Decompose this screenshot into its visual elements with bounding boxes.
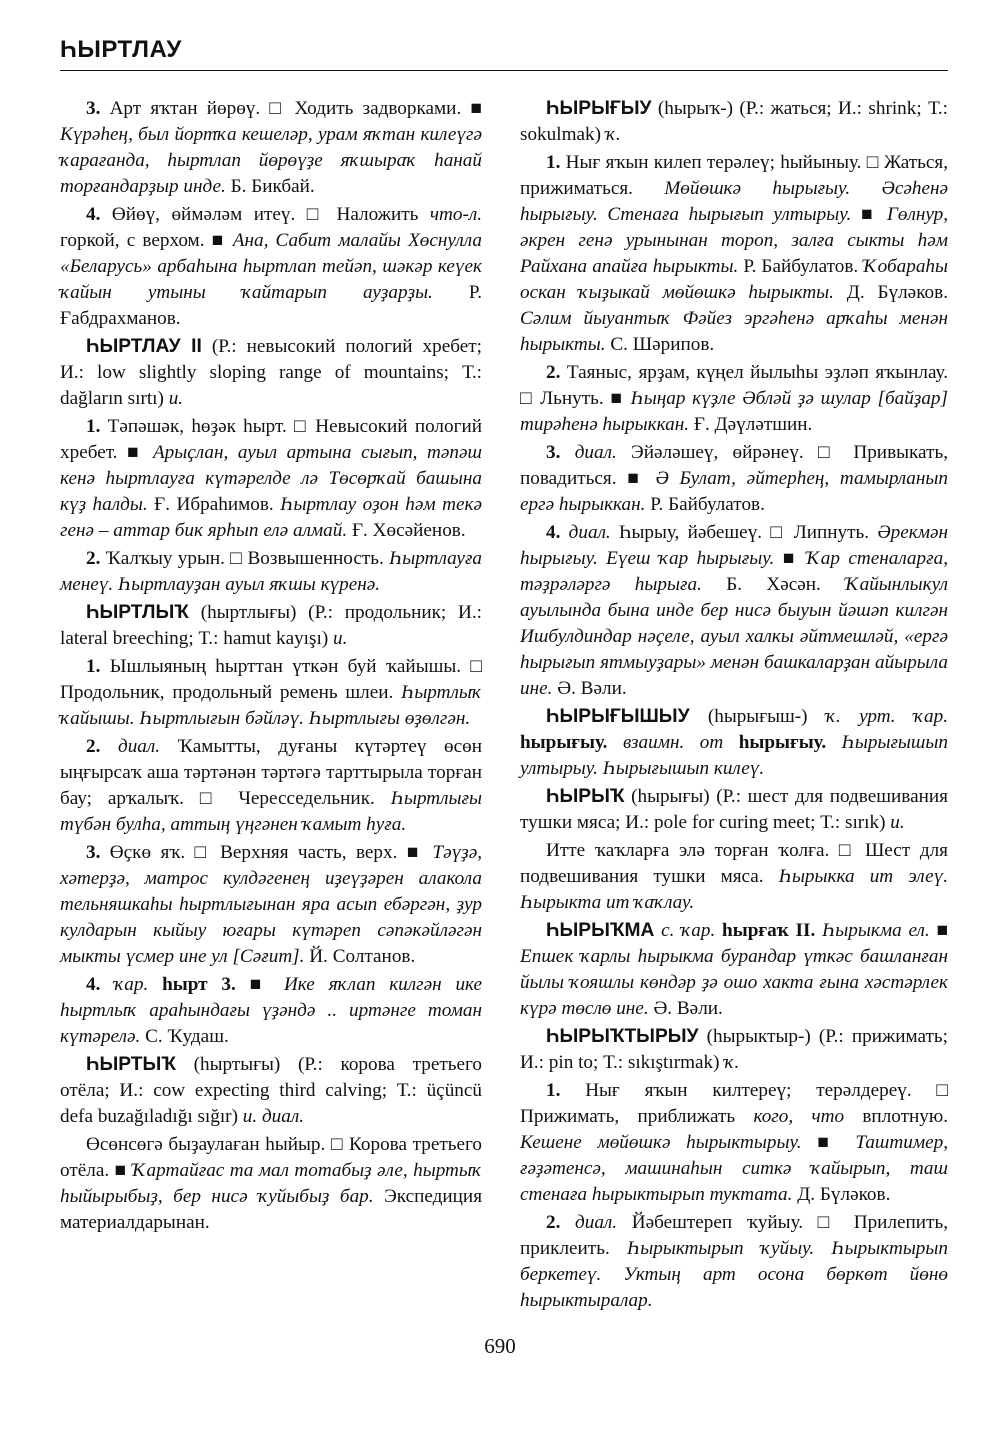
entry-headword: ҺЫРТЛАУ II (Р.: невысокий пологий хребет; И.: low slightly sloping range of mountains; Т.: dağların sırtı) и. [60, 336, 483, 409]
entry-sense: 2. диал. Йәбештереп ҡуйыу. □ Прилепить, приклеить. Һырыктырып ҡуйыу. Һырыктырып беркетеү. Уктың арт осона бөркөт йөнө һырыктыралар. [520, 1212, 949, 1311]
entry-headword: ҺЫРЫҒЫУ (һырыҡ-) (Р.: жаться; И.: shrink; Т.: sokulmak) ҡ. [520, 98, 948, 145]
entry-sense: 2. Таяныс, ярҙам, күңел йылыһы эҙләп яҡынлау. □ Льнуть. ■ Һыңар күҙле Әбләй ҙә шулар [байҙар] тирәһенә һырыккан. Ғ. Дәүләтшин. [520, 362, 948, 435]
entry-sense: 3. Өҫкө яҡ. □ Верхняя часть, верх. ■ Тәүҙә, хәтерҙә, матрос кулдәгенең иҙеүҙәрен алакола тельняшкаһы һыртлығынан яра асып ебәргән, ҙур кулдарын кыйыу юғары күтәреп сәпәкәйләгән мыкты үсмер ине ул [Сәғит]. Й. Солтанов. [60, 842, 483, 967]
entry-sense: 1. Нығ яҡын килтереү; терәлдереү. □ Прижимать, приближать кого, что вплотную. Кешене мөйөшкә һырыктырыу. ■ Таштимер, ғәҙәтенсә, машинаһын ситкә ҡайырып, таш стенаға һырыктырып туктата. Д. Бүләков. [520, 1080, 949, 1205]
entry-sense: 1. Тәпәшәк, һөҙәк һырт. □ Невысокий пологий хребет. ■ Арыҫлан, ауыл артына сығып, тәпәш кенә һыртлауға күтәрелде лә Төсөрҡай башына күҙ һалды. Ғ. Ибраһимов. Һыртлау оҙон һәм текә генә – аттар бик ярһып елә алмай. Ғ. Хөсәйенов. [60, 416, 483, 541]
entry-sense: 3. Арт яҡтан йөрөү. □ Ходить задворками. ■ Күрәһең, был йортҡа кешеләр, урам яҡтан килеүгә ҡарағанда, һыртлап йөрөүҙе яҡшыраҡ һанай торғандарҙыр инде. Б. Бикбай. [60, 98, 483, 197]
entry-sense: 1. Нығ яҡын килеп терәлеү; һыйыныу. □ Жаться, прижиматься. Мөйөшкә һырығыу. Әсәһенә һырығыу. Стенаға һырығып ултырыу. ■ Гөлнур, әкрен генә урынынан тороп, залға сыкты һәм Райхана апайға һырыкты. Р. Байбулатов. Ҡобараһы оскан ҡыҙыкай мөйөшкә һырыкты. Д. Бүләков. Сәлим йыуантыҡ Фәйез эргәһенә арҡаһы менән һырыкты. С. Шәрипов. [520, 152, 949, 355]
page-number: 690 [484, 1334, 516, 1358]
entry-sense: 4. ҡар. һырт 3. ■ Ике яҡлап килгән ике һыртлыҡ араһындағы үҙәндә .. иртәнге томан күтәрелә. С. Ҡудаш. [60, 974, 483, 1047]
entry-headword: ҺЫРЫҠМА с. ҡар. һырғаҡ II. Һырыкма ел. ■ Епшек ҡарлы һырыкма бурандар үткәс башланған йылы ҡояшлы көндәр ҙә ошо хакта ғына хәстәрлек күрә төслө ине. Ә. Вәли. [520, 920, 949, 1019]
entry-sense: Өсөнсөгә быҙаулаған һыйыр. □ Корова третьего отёла. ■ Ҡартайғас та мал тотабыҙ әле, һыртыҡ һыйырыбыҙ, бер нисә ҡуйыбыҙ бар. Экспедиция материалдарынан. [60, 1134, 483, 1233]
entry-sense: 2. диал. Ҡамытты, дуғаны күтәртеү өсөн ыңғырсаҡ аша тәртәнән тәртәгә тарттырыла торған бау; арҡалыҡ. □ Чересседельник. Һыртлығы түбән булһа, аттың үңгәнен ҡамыт һуға. [60, 736, 483, 835]
entry-headword: ҺЫРЫҠТЫРЫУ (һырыктыр-) (Р.: прижимать; И.: pin to; Т.: sıkıştırmak) ҡ. [520, 1026, 948, 1073]
entry-sense: 1. Ышлыяның һырттан үткән буй ҡайышы. □ Продольник, продольный ремень шлеи. Һыртлыҡ ҡайышы. Һыртлығын бәйләү. Һыртлығы өҙөлгән. [60, 656, 482, 729]
entry-sense: 2. Ҡалҡыу урын. □ Возвышенность. Һыртлауға менеү. Һыртлауҙан ауыл яҡшы күренә. [60, 548, 483, 595]
entry-sense: 4. Өйөү, өймәләм итеү. □ Наложить что-л. горкой, с верхом. ■ Ана, Сабит малайы Хөснулла «Беларусь» арбаһына һыртлап тейәп, шәкәр кеүек ҡайын утыны ҡайтарып ауҙарҙы. Р. Ғабдрахманов. [60, 204, 483, 329]
entry-headword: ҺЫРЫҒЫШЫУ (һырығыш-) ҡ. урт. ҡар. һырығыу. взаимн. от һырығыу. Һырығышып ултырыу. Һырығышып килеү. [520, 706, 949, 779]
left-column [60, 96, 482, 1238]
header-rule [60, 70, 948, 71]
running-head: ҺЫРТЛАУ [60, 36, 182, 63]
page-header [60, 36, 948, 64]
entry-headword: ҺЫРТЫҠ (һыртығы) (Р.: корова третьего отёла; И.: cow expecting third calving; Т.: üçüncü defa buzağıladığı sığır) и. диал. [60, 1054, 482, 1127]
entry-sense: Итте ҡаҡларға элә торған ҡолға. □ Шест для подвешивания тушки мяса. Һырыкка ит элеү. Һырыкта ит ҡаҡлау. [520, 840, 948, 913]
entry-headword: ҺЫРТЛЫҠ (һыртлығы) (Р.: продольник; И.: lateral breeching; Т.: hamut kayışı) и. [60, 602, 482, 649]
entry-sense: 3. диал. Эйәләшеү, өйрәнеү. □ Привыкать, повадиться. ■ Ә Булат, әйтерһең, тамырланып ергә һырыккан. Р. Байбулатов. [520, 442, 949, 515]
entry-headword: ҺЫРЫҠ (һырығы) (Р.: шест для подвешивания тушки мяса; И.: pole for curing meet; Т.: sırık) и. [520, 786, 948, 833]
entry-sense: 4. диал. Һырыу, йәбешеү. □ Липнуть. Әрекмән һырығыу. Еүеш ҡар һырығыу. ■ Ҡар стеналарға, тәҙрәләргә һырыға. Б. Хәсән. Ҡайынлыкул ауылында бына инде бер нисә быуын йәшәп килгән Ишбулдиндар нәҫеле, ауыл халкы әйтмешләй, «ергә һырығып ятмыуҙары» менән башкаларҙан айырыла ине. Ә. Вәли. [520, 522, 949, 699]
right-column [520, 96, 948, 1316]
